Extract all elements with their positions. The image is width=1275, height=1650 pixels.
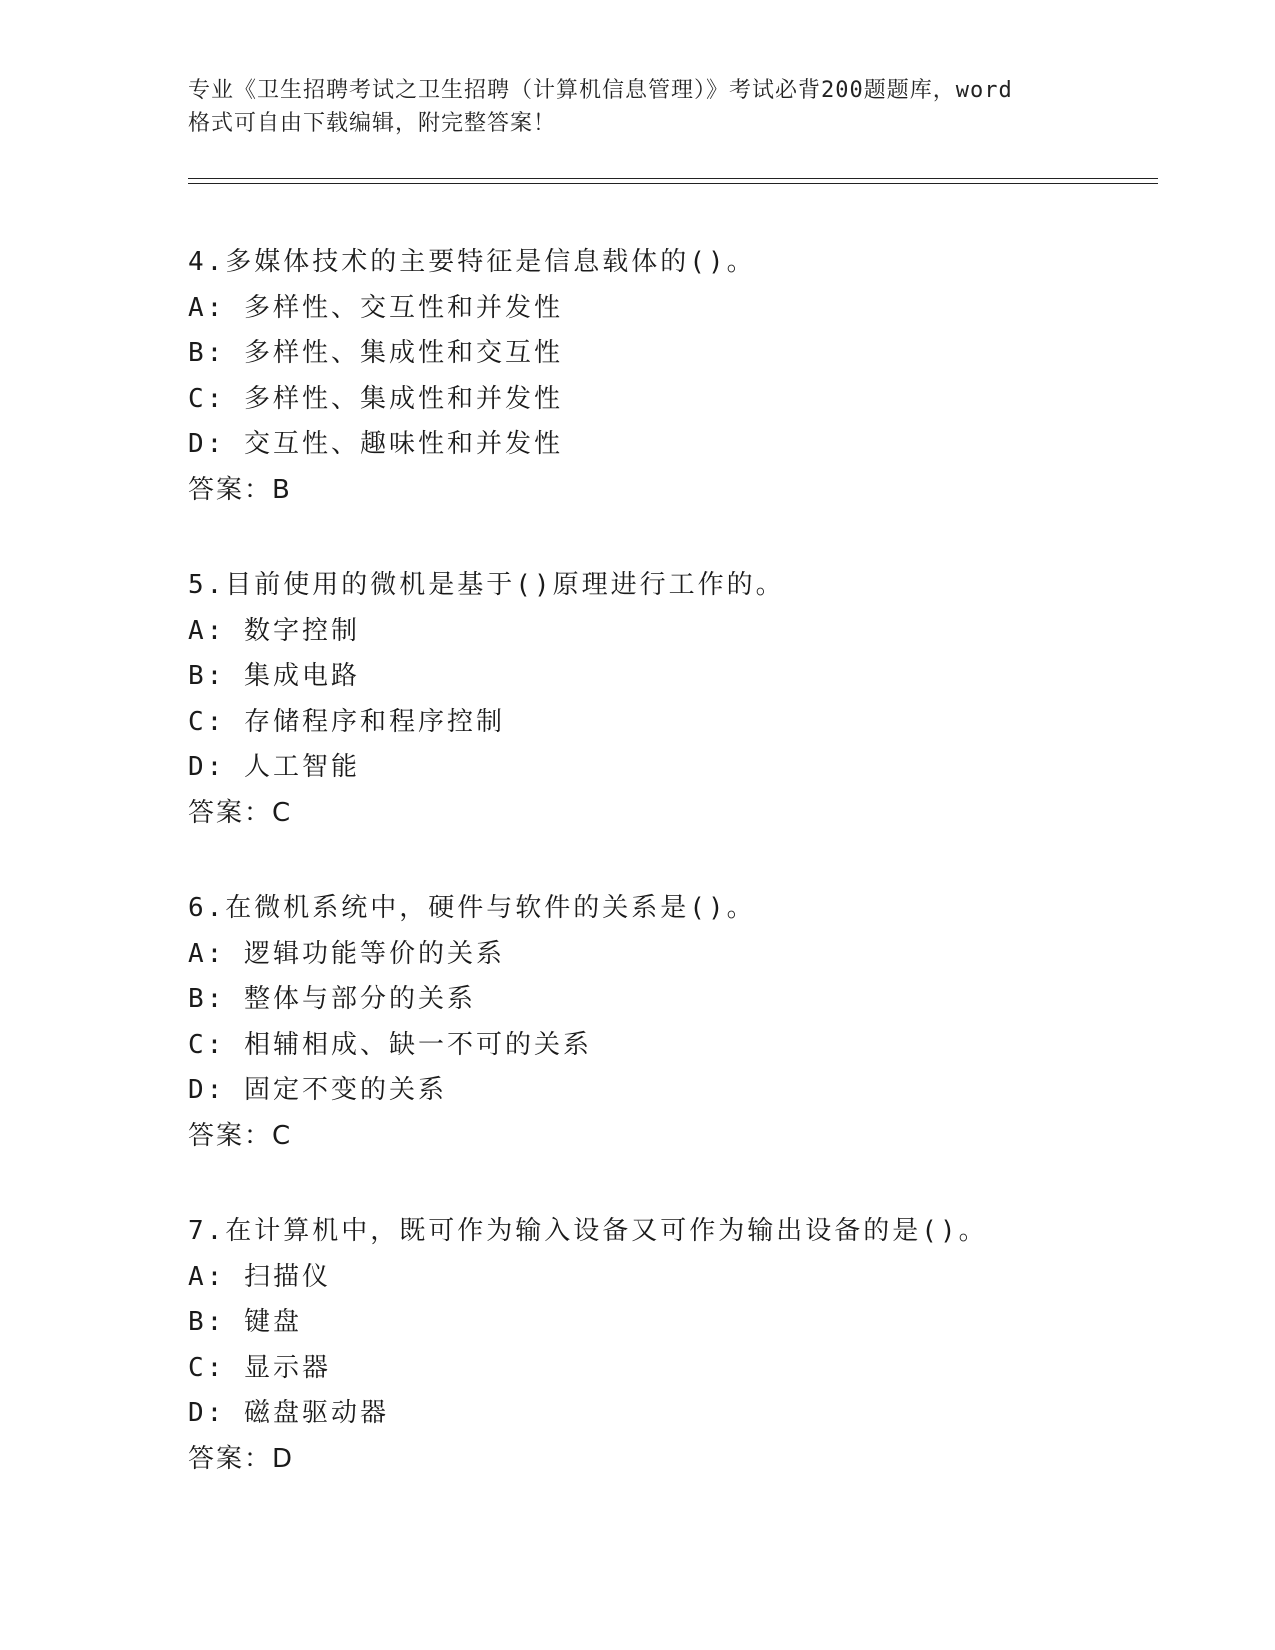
question-5: [188, 563, 1148, 836]
question-4: [188, 240, 1148, 513]
document-header: [188, 74, 1088, 140]
question-stem: 7.在计算机中，既可作为输入设备又可作为输出设备的是()。: [188, 1216, 988, 1246]
answer: 答案：D: [188, 1443, 295, 1474]
option-d: D: 磁盘驱动器: [188, 1398, 389, 1428]
header-line-1: 专业《卫生招聘考试之卫生招聘（计算机信息管理）》考试必背200题题库，word: [188, 78, 1013, 103]
option-b: B: 多样性、集成性和交互性: [188, 338, 563, 368]
answer: 答案：C: [188, 1120, 293, 1151]
option-a: A: 多样性、交互性和并发性: [188, 292, 563, 323]
question-7: [188, 1209, 1148, 1482]
header-line-2: 格式可自由下载编辑，附完整答案！: [188, 111, 557, 136]
option-a: A: 逻辑功能等价的关系: [188, 938, 505, 969]
option-d: D: 固定不变的关系: [188, 1075, 447, 1105]
option-b: B: 整体与部分的关系: [188, 984, 476, 1014]
option-a: A: 扫描仪: [188, 1261, 331, 1292]
option-b: B: 键盘: [188, 1307, 302, 1337]
answer: 答案：C: [188, 797, 293, 828]
option-d: D: 人工智能: [188, 752, 360, 782]
question-stem: 5.目前使用的微机是基于()原理进行工作的。: [188, 570, 785, 600]
answer: 答案：B: [188, 474, 292, 505]
option-d: D: 交互性、趣味性和并发性: [188, 429, 563, 459]
option-c: C: 相辅相成、缺一不可的关系: [188, 1029, 592, 1060]
option-c: C: 显示器: [188, 1352, 331, 1383]
option-c: C: 多样性、集成性和并发性: [188, 383, 563, 414]
question-stem: 6.在微机系统中，硬件与软件的关系是()。: [188, 893, 756, 923]
option-c: C: 存储程序和程序控制: [188, 706, 505, 737]
option-a: A: 数字控制: [188, 615, 360, 646]
question-stem: 4.多媒体技术的主要特征是信息载体的()。: [188, 247, 756, 277]
option-b: B: 集成电路: [188, 661, 360, 691]
question-list: [188, 240, 1148, 1482]
question-6: [188, 886, 1148, 1159]
header-divider: [188, 178, 1158, 184]
